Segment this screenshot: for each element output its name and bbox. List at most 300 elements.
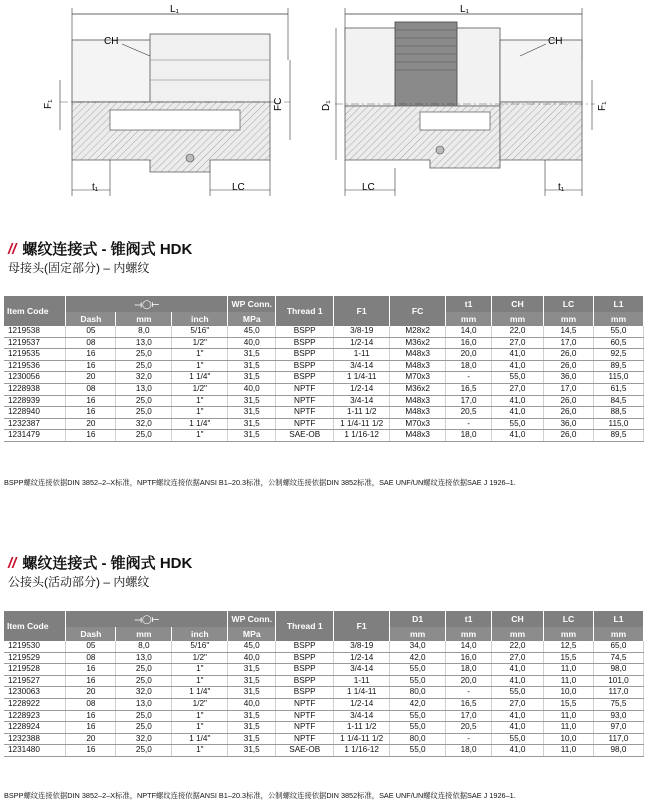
- sub-inch: inch: [172, 627, 228, 641]
- table-cell: 20: [66, 372, 116, 384]
- table-row: [4, 407, 644, 419]
- col-fc: FC: [390, 296, 446, 326]
- table-cell: 25,0: [116, 675, 172, 687]
- item-code-cell: 1228922: [4, 698, 66, 710]
- table-cell: 16: [66, 710, 116, 722]
- table-cell: 55,0: [492, 687, 544, 699]
- item-code-cell: 1231480: [4, 745, 66, 757]
- table-cell: 13,0: [116, 698, 172, 710]
- dim-ch-label-right: CH: [548, 36, 563, 47]
- table-cell: 25,0: [116, 722, 172, 734]
- col-l1: L1: [593, 611, 643, 627]
- col-item-code: Item Code: [4, 611, 66, 641]
- table-row: [4, 664, 644, 676]
- table-cell: BSPP: [276, 687, 334, 699]
- table-cell: 1 1/4": [172, 687, 228, 699]
- item-code-cell: 1232387: [4, 418, 66, 430]
- table-cell: 25,0: [116, 745, 172, 757]
- table-cell: 3/4-14: [334, 710, 390, 722]
- flow-symbol-icon: ⟞◯⟝: [134, 613, 159, 624]
- sub-d1-unit: mm: [390, 627, 446, 641]
- item-code-cell: 1228940: [4, 407, 66, 419]
- table-cell: 27,0: [492, 383, 544, 395]
- table-cell: 34,0: [390, 641, 446, 652]
- sub-dash: Dash: [66, 627, 116, 641]
- table-cell: 16: [66, 349, 116, 361]
- section-title-female: // 螺纹连接式 - 锥阀式 HDK: [8, 241, 193, 258]
- table-cell: 3/4-14: [334, 360, 390, 372]
- table-cell: 1 1/4-11 1/2: [334, 733, 390, 745]
- item-code-cell: 1230063: [4, 687, 66, 699]
- table-cell: 1": [172, 675, 228, 687]
- sub-t1-unit: mm: [446, 312, 492, 326]
- table-cell: 25,0: [116, 360, 172, 372]
- table-cell: 20,5: [446, 722, 492, 734]
- table-cell: 11,0: [543, 664, 593, 676]
- table-row: [4, 652, 644, 664]
- table-cell: 5/16": [172, 641, 228, 652]
- table-cell: 31,5: [228, 675, 276, 687]
- table-cell: BSPP: [276, 337, 334, 349]
- table-cell: 20: [66, 733, 116, 745]
- table-cell: 88,5: [593, 407, 643, 419]
- table-cell: 55,0: [492, 733, 544, 745]
- table-body-male: [4, 641, 644, 756]
- table-cell: 11,0: [543, 745, 593, 757]
- table-cell: 41,0: [492, 664, 544, 676]
- table-cell: 12,5: [543, 641, 593, 652]
- table-cell: 41,0: [492, 360, 544, 372]
- table-cell: 26,0: [543, 360, 593, 372]
- table-row: [4, 418, 644, 430]
- table-cell: 40,0: [228, 383, 276, 395]
- table-cell: SAE-OB: [276, 430, 334, 442]
- col-f1: F1: [334, 611, 390, 641]
- table-cell: 14,5: [543, 326, 593, 337]
- table-cell: 26,0: [543, 349, 593, 361]
- col-t1: t1: [446, 611, 492, 627]
- table-cell: 80,0: [390, 733, 446, 745]
- table-cell: 40,0: [228, 698, 276, 710]
- col-wp-conn: WP Conn.: [228, 611, 276, 627]
- table-cell: 89,5: [593, 430, 643, 442]
- dim-lc-label: LC: [232, 182, 245, 193]
- table-cell: 31,5: [228, 395, 276, 407]
- table-cell: 98,0: [593, 664, 643, 676]
- item-code-cell: 1219536: [4, 360, 66, 372]
- table-cell: 32,0: [116, 418, 172, 430]
- table-cell: M48x3: [390, 430, 446, 442]
- table-row: [4, 430, 644, 442]
- table-cell: 08: [66, 383, 116, 395]
- table-cell: M70x3: [390, 372, 446, 384]
- table-cell: 1 1/4": [172, 372, 228, 384]
- table-cell: 27,0: [492, 698, 544, 710]
- item-code-cell: 1228923: [4, 710, 66, 722]
- table-cell: 41,0: [492, 710, 544, 722]
- table-cell: 117,0: [593, 687, 643, 699]
- sub-lc-unit: mm: [543, 627, 593, 641]
- table-cell: BSPP: [276, 664, 334, 676]
- table-cell: 31,5: [228, 360, 276, 372]
- table-cell: 1 1/4-11 1/2: [334, 418, 390, 430]
- table-cell: BSPP: [276, 652, 334, 664]
- dim-l1-label: L₁: [170, 4, 179, 15]
- table-cell: 55,0: [390, 675, 446, 687]
- table-cell: 1": [172, 407, 228, 419]
- table-cell: 14,0: [446, 326, 492, 337]
- sub-l1-unit: mm: [593, 312, 643, 326]
- col-l1: L1: [593, 296, 643, 312]
- table-cell: 25,0: [116, 430, 172, 442]
- table-cell: 18,0: [446, 664, 492, 676]
- table-cell: 22,0: [492, 641, 544, 652]
- item-code-cell: 1219528: [4, 664, 66, 676]
- col-lc: LC: [543, 296, 593, 312]
- table-cell: 1": [172, 430, 228, 442]
- table-cell: 16: [66, 407, 116, 419]
- table-cell: 26,0: [543, 395, 593, 407]
- table-cell: 5/16": [172, 326, 228, 337]
- table-cell: 8,0: [116, 641, 172, 652]
- col-ch: CH: [492, 611, 544, 627]
- table-cell: 1/2-14: [334, 337, 390, 349]
- table-cell: 1/2": [172, 383, 228, 395]
- table-cell: 05: [66, 326, 116, 337]
- table-cell: BSPP: [276, 360, 334, 372]
- table-cell: BSPP: [276, 326, 334, 337]
- table-row: [4, 745, 644, 757]
- table-cell: 1 1/16-12: [334, 745, 390, 757]
- table-cell: 16: [66, 664, 116, 676]
- table-cell: 18,0: [446, 430, 492, 442]
- table-row: [4, 675, 644, 687]
- table-cell: 60,5: [593, 337, 643, 349]
- table-header-row: [4, 296, 644, 312]
- table-cell: NPTF: [276, 733, 334, 745]
- table-cell: 16,5: [446, 698, 492, 710]
- sub-ch-unit: mm: [492, 627, 544, 641]
- table-row: [4, 641, 644, 652]
- table-cell: 42,0: [390, 698, 446, 710]
- sub-mpa: MPa: [228, 312, 276, 326]
- table-cell: 32,0: [116, 733, 172, 745]
- col-f1: F1: [334, 296, 390, 326]
- table-cell: 1": [172, 745, 228, 757]
- table-row: [4, 698, 644, 710]
- table-cell: 32,0: [116, 687, 172, 699]
- table-cell: 41,0: [492, 407, 544, 419]
- table-cell: 89,5: [593, 360, 643, 372]
- dim-f1-label-right: F₁: [597, 101, 608, 111]
- table-cell: M48x3: [390, 349, 446, 361]
- table-row: [4, 337, 644, 349]
- table-cell: 3/4-14: [334, 395, 390, 407]
- table-cell: 31,5: [228, 733, 276, 745]
- item-code-cell: 1231479: [4, 430, 66, 442]
- table-cell: 17,0: [543, 383, 593, 395]
- table-cell: 25,0: [116, 407, 172, 419]
- table-cell: 55,0: [492, 372, 544, 384]
- table-cell: 8,0: [116, 326, 172, 337]
- table-cell: 42,0: [390, 652, 446, 664]
- table-cell: 1-11: [334, 675, 390, 687]
- table-cell: 1-11: [334, 349, 390, 361]
- col-flow-group: [66, 296, 228, 312]
- sub-dash: Dash: [66, 312, 116, 326]
- col-lc: LC: [543, 611, 593, 627]
- table-cell: 1": [172, 722, 228, 734]
- table-cell: 15,5: [543, 698, 593, 710]
- table-cell: 41,0: [492, 745, 544, 757]
- table-cell: SAE-OB: [276, 745, 334, 757]
- table-cell: 74,5: [593, 652, 643, 664]
- sub-mpa: MPa: [228, 627, 276, 641]
- col-d1: D1: [390, 611, 446, 627]
- sub-ch-unit: mm: [492, 312, 544, 326]
- table-cell: 16: [66, 722, 116, 734]
- table-cell: 17,0: [446, 395, 492, 407]
- dim-f1-label: F₁: [43, 99, 54, 109]
- col-thread: Thread 1: [276, 296, 334, 326]
- table-cell: 55,0: [390, 710, 446, 722]
- section-subtitle-female: 母接头(固定部分) – 内螺纹: [8, 261, 150, 275]
- table-cell: M36x2: [390, 337, 446, 349]
- table-cell: 10,0: [543, 733, 593, 745]
- table-body-female: [4, 326, 644, 441]
- table-cell: 11,0: [543, 710, 593, 722]
- table-cell: 22,0: [492, 326, 544, 337]
- table-cell: 31,5: [228, 349, 276, 361]
- table-row: [4, 733, 644, 745]
- table-row: [4, 372, 644, 384]
- sub-mm: mm: [116, 312, 172, 326]
- standards-note-male: BSPP螺纹连接依据DIN 3852–2–X标准，NPTF螺纹连接依据ANSI B1–20.3标准，公制螺纹连接依据DIN 3852标准，SAE UNF/UN螺纹连接依据SAE J 1926–1.: [4, 791, 516, 800]
- col-thread: Thread 1: [276, 611, 334, 641]
- col-wp-conn: WP Conn.: [228, 296, 276, 312]
- table-cell: 25,0: [116, 710, 172, 722]
- table-cell: 13,0: [116, 652, 172, 664]
- table-row: [4, 722, 644, 734]
- table-cell: 1": [172, 664, 228, 676]
- table-cell: 31,5: [228, 372, 276, 384]
- item-code-cell: 1228938: [4, 383, 66, 395]
- item-code-cell: 1232388: [4, 733, 66, 745]
- table-cell: 101,0: [593, 675, 643, 687]
- table-cell: 1 1/4-11: [334, 372, 390, 384]
- table-cell: 14,0: [446, 641, 492, 652]
- col-ch: CH: [492, 296, 544, 312]
- table-cell: 27,0: [492, 652, 544, 664]
- table-row: [4, 360, 644, 372]
- sub-inch: inch: [172, 312, 228, 326]
- table-cell: 1 1/16-12: [334, 430, 390, 442]
- table-cell: 20: [66, 687, 116, 699]
- table-cell: 16: [66, 430, 116, 442]
- table-cell: 115,0: [593, 372, 643, 384]
- table-cell: 16: [66, 360, 116, 372]
- table-cell: 16,5: [446, 383, 492, 395]
- table-cell: 40,0: [228, 337, 276, 349]
- table-cell: 1": [172, 360, 228, 372]
- accent-slash-icon: //: [8, 555, 17, 572]
- table-cell: 17,0: [446, 710, 492, 722]
- item-code-cell: 1219527: [4, 675, 66, 687]
- item-code-cell: 1228939: [4, 395, 66, 407]
- table-cell: 41,0: [492, 430, 544, 442]
- spec-table-male: [4, 611, 644, 757]
- technical-drawings: [0, 0, 651, 232]
- table-cell: 1/2-14: [334, 383, 390, 395]
- table-cell: 13,0: [116, 383, 172, 395]
- female-coupling-drawing: [43, 4, 290, 196]
- table-cell: 20,0: [446, 349, 492, 361]
- table-cell: BSPP: [276, 372, 334, 384]
- table-cell: 20,5: [446, 407, 492, 419]
- table-cell: 93,0: [593, 710, 643, 722]
- table-cell: 3/4-14: [334, 664, 390, 676]
- table-cell: 55,0: [390, 722, 446, 734]
- table-cell: M48x3: [390, 395, 446, 407]
- table-cell: 31,5: [228, 745, 276, 757]
- table-cell: 08: [66, 652, 116, 664]
- table-cell: 16,0: [446, 652, 492, 664]
- table-cell: 45,0: [228, 326, 276, 337]
- table-cell: 11,0: [543, 722, 593, 734]
- table-cell: 10,0: [543, 687, 593, 699]
- table-cell: 25,0: [116, 349, 172, 361]
- table-cell: 26,0: [543, 430, 593, 442]
- table-cell: 27,0: [492, 337, 544, 349]
- item-code-cell: 1219537: [4, 337, 66, 349]
- table-cell: M48x3: [390, 407, 446, 419]
- table-cell: -: [446, 418, 492, 430]
- table-cell: 31,5: [228, 710, 276, 722]
- item-code-cell: 1219529: [4, 652, 66, 664]
- table-cell: 98,0: [593, 745, 643, 757]
- table-cell: 45,0: [228, 641, 276, 652]
- table-cell: 1": [172, 395, 228, 407]
- table-cell: 15,5: [543, 652, 593, 664]
- table-cell: 1-11 1/2: [334, 407, 390, 419]
- table-row: [4, 326, 644, 337]
- table-cell: NPTF: [276, 710, 334, 722]
- table-cell: 16: [66, 395, 116, 407]
- table-cell: 1/2-14: [334, 698, 390, 710]
- table-cell: 17,0: [543, 337, 593, 349]
- section-title-male: // 螺纹连接式 - 锥阀式 HDK: [8, 555, 193, 572]
- table-cell: 1 1/4": [172, 418, 228, 430]
- table-cell: M28x2: [390, 326, 446, 337]
- table-cell: NPTF: [276, 698, 334, 710]
- table-cell: BSPP: [276, 349, 334, 361]
- table-cell: 117,0: [593, 733, 643, 745]
- table-cell: 1-11 1/2: [334, 722, 390, 734]
- table-cell: M36x2: [390, 383, 446, 395]
- table-cell: 40,0: [228, 652, 276, 664]
- table-cell: BSPP: [276, 675, 334, 687]
- dim-t1-label-right: t₁: [558, 182, 565, 193]
- dim-t1-label: t₁: [92, 182, 99, 193]
- table-cell: 61,5: [593, 383, 643, 395]
- table-cell: -: [446, 733, 492, 745]
- sub-lc-unit: mm: [543, 312, 593, 326]
- section-subtitle-male: 公接头(活动部分) – 内螺纹: [8, 575, 150, 589]
- table-row: [4, 710, 644, 722]
- table-cell: 97,0: [593, 722, 643, 734]
- table-cell: 08: [66, 698, 116, 710]
- table-cell: M48x3: [390, 360, 446, 372]
- table-cell: 41,0: [492, 722, 544, 734]
- table-cell: 55,0: [390, 745, 446, 757]
- table-cell: 16: [66, 675, 116, 687]
- spec-table-female: [4, 296, 644, 442]
- table-cell: NPTF: [276, 418, 334, 430]
- table-cell: 3/8-19: [334, 641, 390, 652]
- table-cell: 16,0: [446, 337, 492, 349]
- dim-ch-label: CH: [104, 36, 119, 47]
- table-row: [4, 687, 644, 699]
- table-cell: -: [446, 372, 492, 384]
- table-cell: 41,0: [492, 395, 544, 407]
- table-cell: 65,0: [593, 641, 643, 652]
- table-cell: 36,0: [543, 372, 593, 384]
- table-cell: 92,5: [593, 349, 643, 361]
- male-coupling-drawing: [321, 4, 608, 196]
- table-cell: 26,0: [543, 407, 593, 419]
- dim-l1-label-right: L₁: [460, 4, 469, 15]
- table-cell: 80,0: [390, 687, 446, 699]
- table-cell: NPTF: [276, 395, 334, 407]
- col-t1: t1: [446, 296, 492, 312]
- table-cell: 11,0: [543, 675, 593, 687]
- table-cell: 1 1/4": [172, 733, 228, 745]
- accent-slash-icon: //: [8, 241, 17, 258]
- table-header-row: [4, 611, 644, 627]
- table-cell: 1": [172, 710, 228, 722]
- table-cell: M70x3: [390, 418, 446, 430]
- table-cell: 84,5: [593, 395, 643, 407]
- item-code-cell: 1219538: [4, 326, 66, 337]
- table-cell: 25,0: [116, 395, 172, 407]
- table-cell: 1 1/4-11: [334, 687, 390, 699]
- table-row: [4, 383, 644, 395]
- dim-d1-label: D₁: [321, 100, 332, 111]
- table-cell: 31,5: [228, 430, 276, 442]
- table-cell: 31,5: [228, 722, 276, 734]
- table-cell: 05: [66, 641, 116, 652]
- table-cell: 08: [66, 337, 116, 349]
- item-code-cell: 1219535: [4, 349, 66, 361]
- dim-fc-label: FC: [273, 97, 284, 111]
- table-cell: 20: [66, 418, 116, 430]
- table-cell: 20,0: [446, 675, 492, 687]
- table-cell: 55,0: [593, 326, 643, 337]
- table-cell: NPTF: [276, 383, 334, 395]
- sub-t1-unit: mm: [446, 627, 492, 641]
- table-cell: BSPP: [276, 641, 334, 652]
- table-cell: NPTF: [276, 407, 334, 419]
- table-cell: 1/2-14: [334, 652, 390, 664]
- table-cell: 1/2": [172, 698, 228, 710]
- table-cell: 32,0: [116, 372, 172, 384]
- table-cell: 3/8-19: [334, 326, 390, 337]
- col-item-code: Item Code: [4, 296, 66, 326]
- item-code-cell: 1230056: [4, 372, 66, 384]
- table-row: [4, 395, 644, 407]
- table-cell: 55,0: [492, 418, 544, 430]
- sub-mm: mm: [116, 627, 172, 641]
